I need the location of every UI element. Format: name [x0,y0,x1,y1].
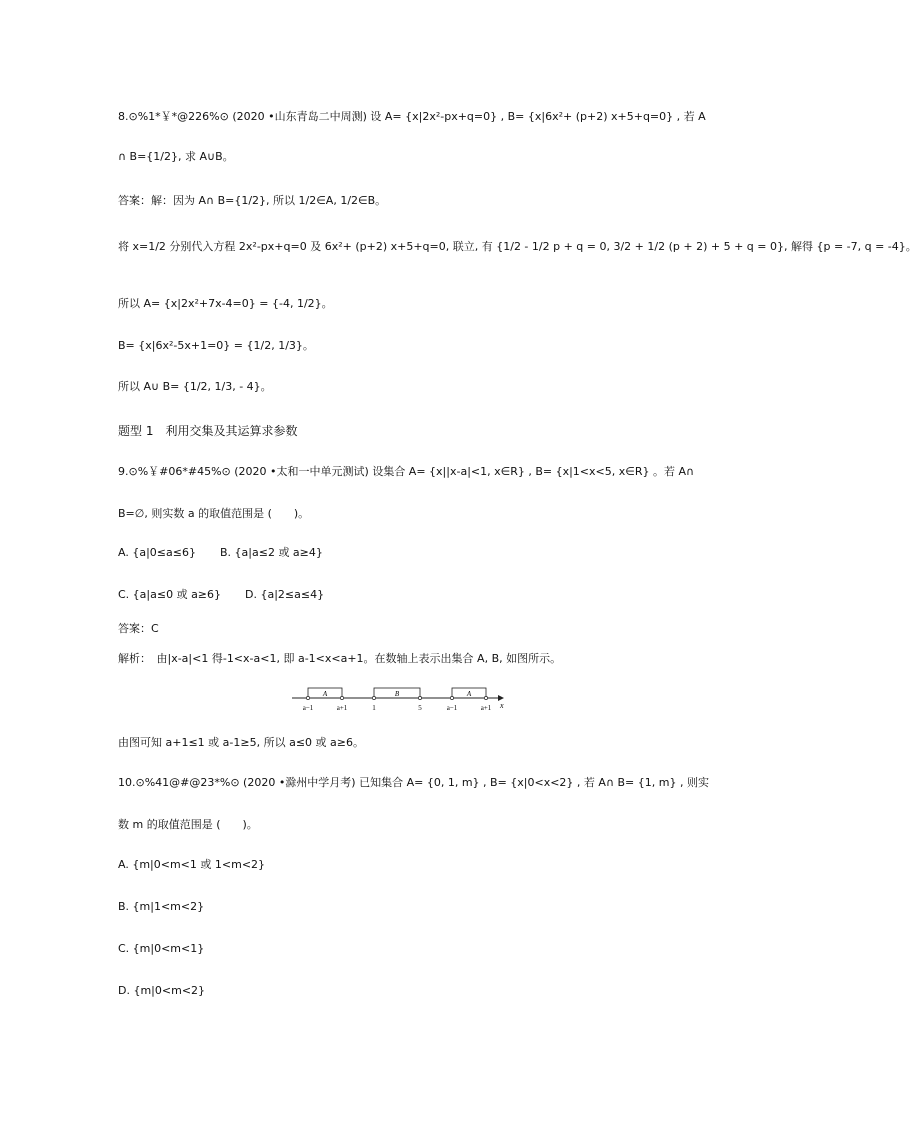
endpoint-5 [418,696,421,699]
q8-answer-line5: 所以 A∪ B= {1/2, 1/3, - 4}。 [118,380,272,393]
tick-label: 1 [372,704,376,712]
tick-label: a+1 [480,704,492,712]
endpoint-a-plus-1-left [340,696,343,699]
tick-label: a−1 [302,704,314,712]
q8-stem-line2: ∩ B={1/2}, 求 A∪B。 [118,150,234,163]
q8-answer-line2: 将 x=1/2 分别代入方程 2x²-px+q=0 及 6x²+ (p+2) x+5+q=0, 联立, 有 {1/2 - 1/2 p + q = 0, 3/2 + 1/2 (p + 2) + 5 + q = 0}, 解得 {p = -7, q = -4}。 [118,240,917,253]
q9-stem-line1: 9.⊙%￥#06*#45%⊙ (2020 •太和一中单元测试) 设集合 A= {x||x-a|<1, x∈R} , B= {x|1<x<5, x∈R} 。若 A∩ [118,465,695,478]
set-b-label: B [394,690,400,698]
q10-option-b: B. {m|1<m<2} [118,900,205,913]
q8-answer-line3: 所以 A= {x|2x²+7x-4=0} = {-4, 1/2}。 [118,297,333,310]
q8-answer-line1: 答案：解：因为 A∩ B={1/2}, 所以 1/2∈A, 1/2∈B。 [118,194,387,207]
q10-stem-line1: 10.⊙%41@#@23*%⊙ (2020 •滁州中学月考) 已知集合 A= {0, 1, m} , B= {x|0<x<2} , 若 A∩ B= {1, m} , 则实 [118,776,709,789]
number-line-figure [290,680,510,714]
set-a-label-left: A [322,690,328,698]
endpoint-a-minus-1-left [306,696,309,699]
q8-answer-line4: B= {x|6x²-5x+1=0} = {1/2, 1/3}。 [118,339,314,352]
axis-label: x [500,701,504,710]
q9-option-b: B. {a|a≤2 或 a≥4} [220,546,323,559]
q10-option-c: C. {m|0<m<1} [118,942,205,955]
set-a-label-right: A [466,690,472,698]
q8-stem-line1: 8.⊙%1*￥*@226%⊙ (2020 •山东青岛二中周测) 设 A= {x|2x²-px+q=0} , B= {x|6x²+ (p+2) x+5+q=0} , 若 A [118,110,706,123]
q9-option-d: D. {a|2≤a≤4} [245,588,325,601]
q9-stem-line2: B=∅, 则实数 a 的取值范围是 ( )。 [118,507,310,520]
tick-label: a−1 [446,704,458,712]
endpoint-a-plus-1-right [484,696,487,699]
endpoint-a-minus-1-right [450,696,453,699]
q9-option-c: C. {a|a≤0 或 a≥6} [118,588,222,601]
section-title: 题型 1 利用交集及其运算求参数 [118,424,298,438]
q10-option-a: A. {m|0<m<1 或 1<m<2} [118,858,266,871]
tick-label: 5 [418,704,422,712]
q9-option-a: A. {a|0≤a≤6} [118,546,196,559]
q9-conclusion: 由图可知 a+1≤1 或 a-1≥5, 所以 a≤0 或 a≥6。 [118,736,364,749]
q10-stem-line2: 数 m 的取值范围是 ( )。 [118,818,258,831]
q9-answer: 答案：C [118,622,159,635]
tick-label: a+1 [336,704,348,712]
q10-option-d: D. {m|0<m<2} [118,984,206,997]
endpoint-1 [372,696,375,699]
q9-analysis: 解析： 由|x-a|<1 得-1<x-a<1, 即 a-1<x<a+1。在数轴上表示出集合 A, B, 如图所示。 [118,652,562,665]
